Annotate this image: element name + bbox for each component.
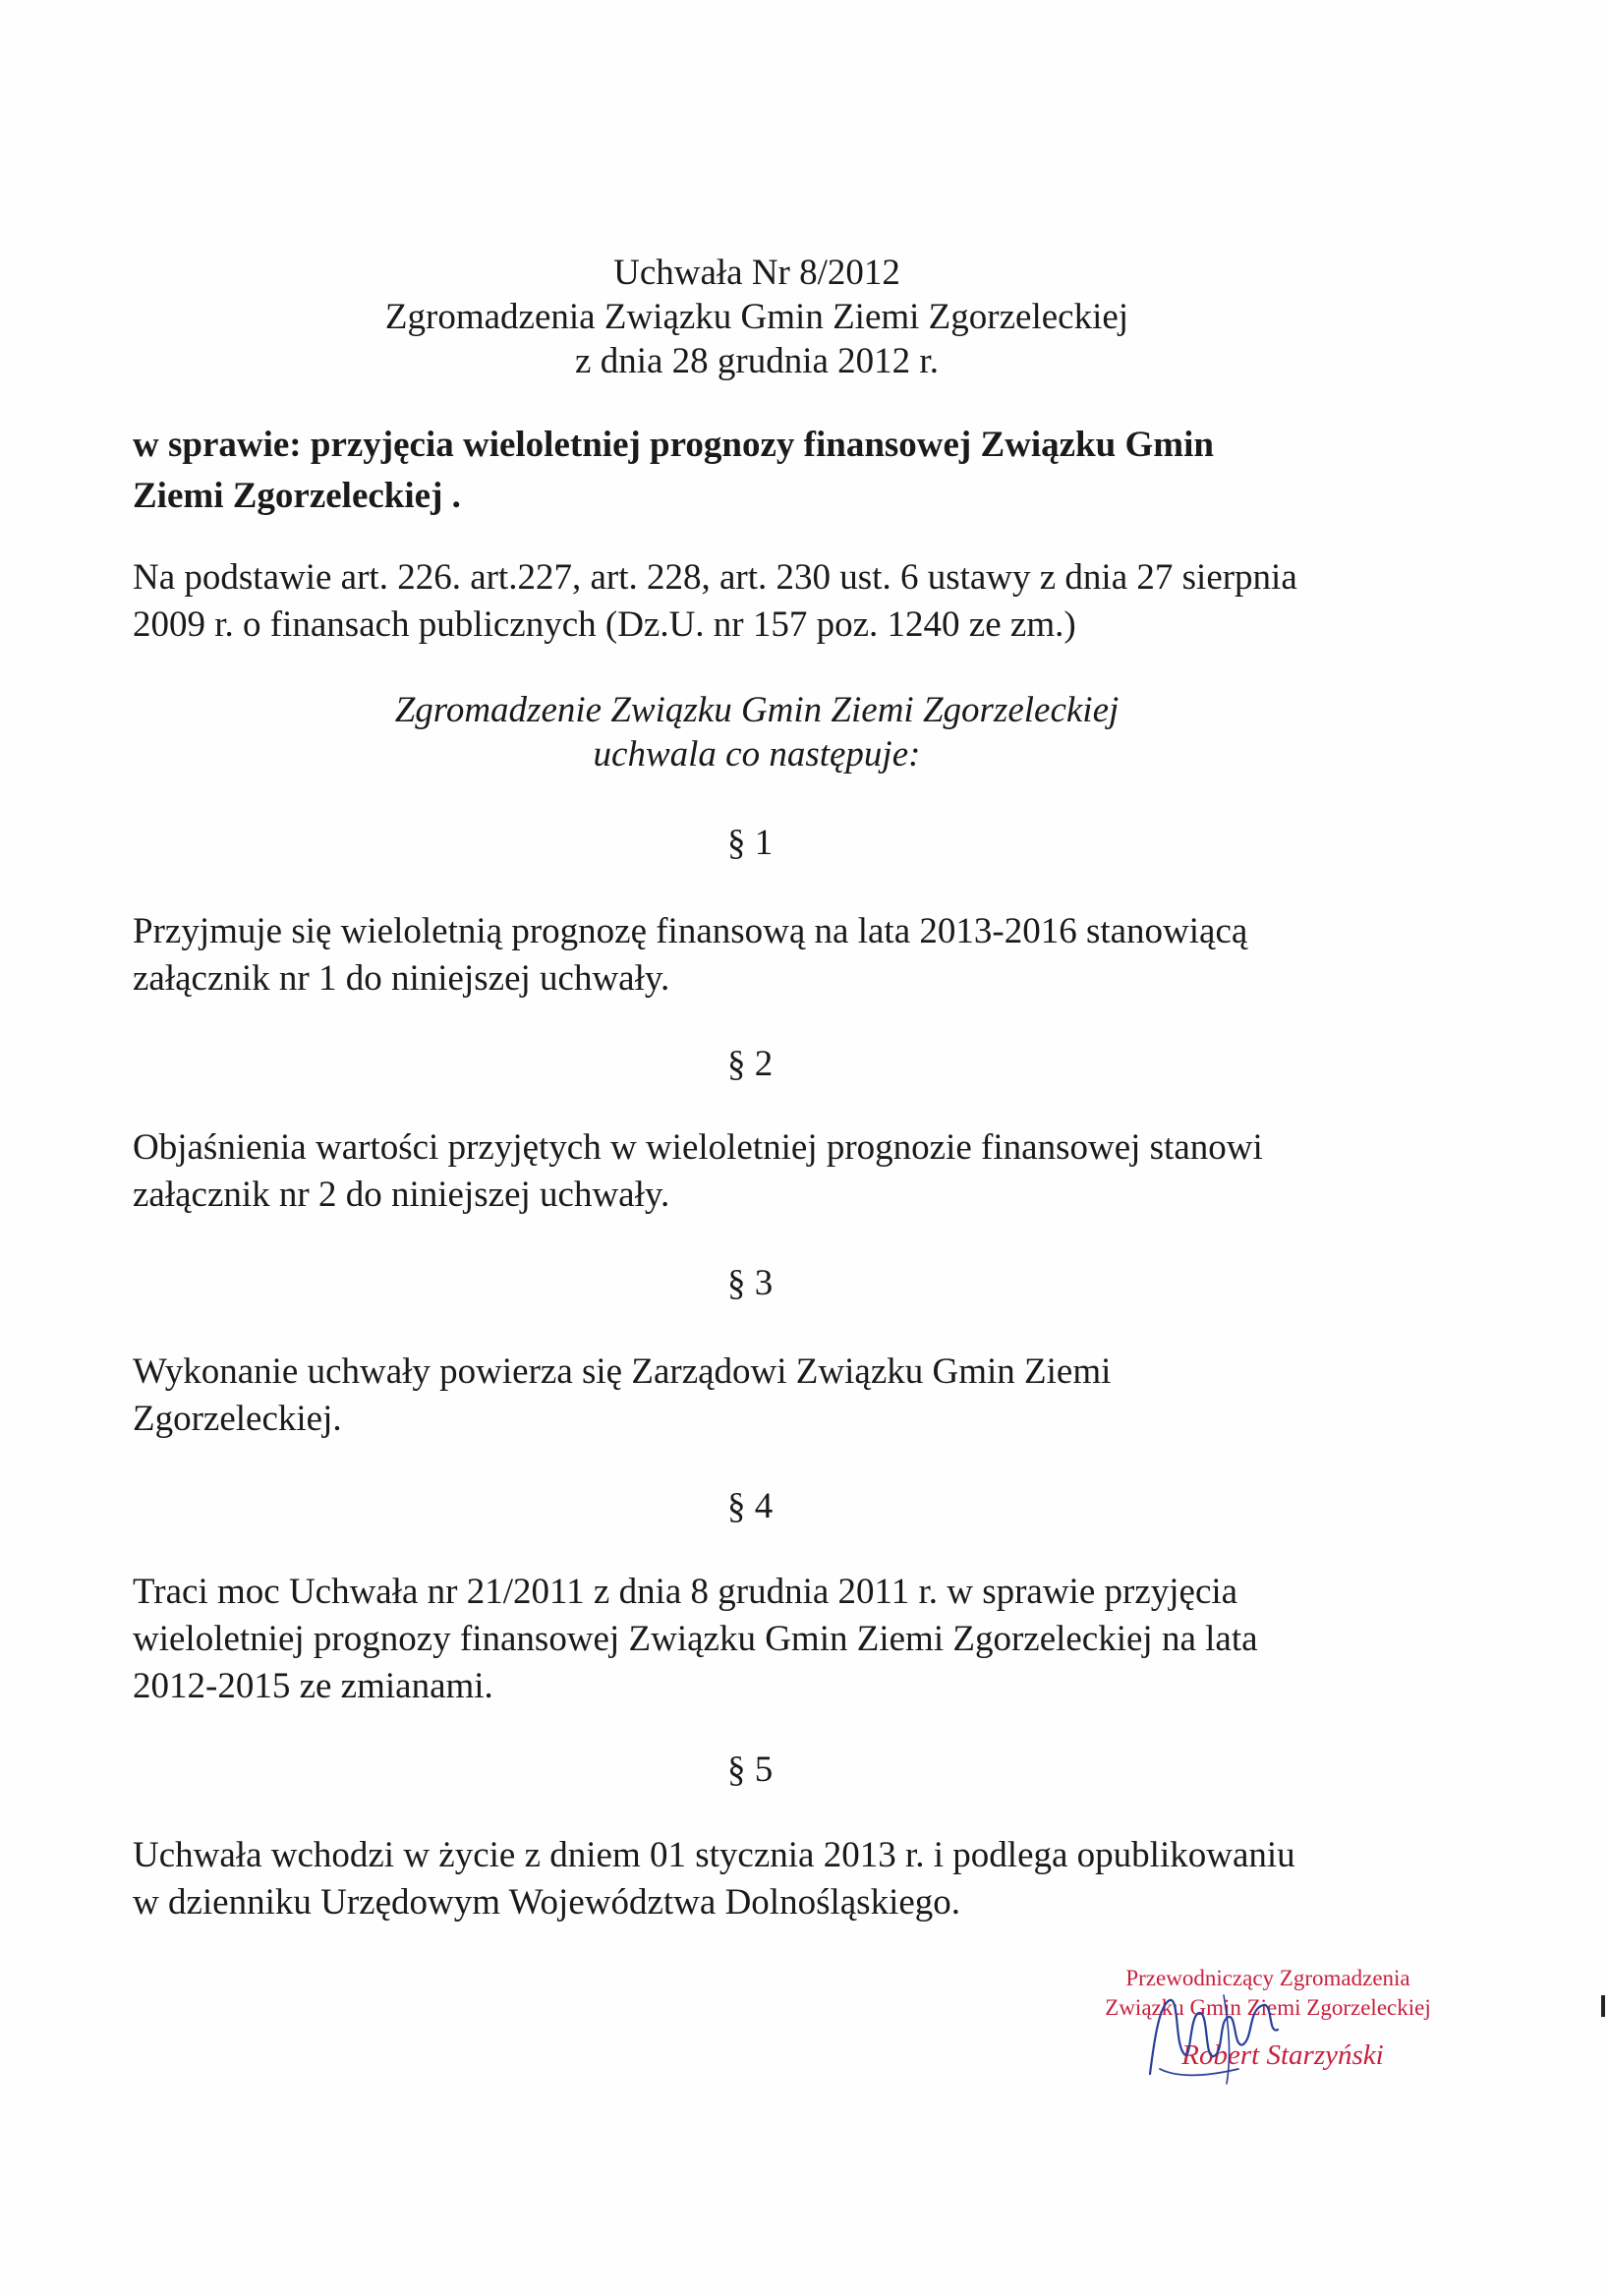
section-4-line-1: Traci moc Uchwała nr 21/2011 z dnia 8 grudnia 2011 r. w sprawie przyjęcia bbox=[133, 1572, 1238, 1612]
scan-edge-mark bbox=[1601, 1995, 1605, 2017]
section-5-line-1: Uchwała wchodzi w życie z dniem 01 stycznia 2013 r. i podlega opublikowaniu bbox=[133, 1835, 1295, 1875]
section-4-line-3: 2012-2015 ze zmianami. bbox=[133, 1666, 493, 1706]
section-2-line-1: Objaśnienia wartości przyjętych w wieloletniej prognozie finansowej stanowi bbox=[133, 1127, 1263, 1168]
resolves-line-1: Zgromadzenie Związku Gmin Ziemi Zgorzeleckiej bbox=[394, 690, 1120, 730]
handwritten-signature-icon bbox=[1130, 1976, 1297, 2094]
section-4-heading: § 4 bbox=[727, 1486, 774, 1526]
signature-title-line-2: Związku Gmin Ziemi Zgorzeleckiej bbox=[1105, 1995, 1431, 2020]
section-1-line-2: załącznik nr 1 do niniejszej uchwały. bbox=[133, 958, 670, 999]
section-4-line-2: wieloletniej prognozy finansowej Związku Gmin Ziemi Zgorzeleckiej na lata bbox=[133, 1619, 1258, 1659]
section-5-heading: § 5 bbox=[727, 1750, 774, 1790]
section-3-line-2: Zgorzeleckiej. bbox=[133, 1399, 342, 1439]
resolves-line-2: uchwala co następuje: bbox=[593, 734, 921, 775]
section-1-line-1: Przyjmuje się wieloletnią prognozę finansową na lata 2013-2016 stanowiącą bbox=[133, 911, 1248, 951]
subject-line-2: Ziemi Zgorzeleckiej . bbox=[133, 476, 461, 516]
section-2-heading: § 2 bbox=[727, 1044, 774, 1084]
resolution-date: z dnia 28 grudnia 2012 r. bbox=[575, 341, 939, 381]
resolution-issuer: Zgromadzenia Związku Gmin Ziemi Zgorzeleckiej bbox=[384, 297, 1129, 337]
section-5-line-2: w dzienniku Urzędowym Województwa Dolnośląskiego. bbox=[133, 1882, 961, 1923]
legal-basis-line-2: 2009 r. o finansach publicznych (Dz.U. nr 157 poz. 1240 ze zm.) bbox=[133, 604, 1076, 645]
section-3-heading: § 3 bbox=[727, 1263, 774, 1303]
signature-title-line-1: Przewodniczący Zgromadzenia bbox=[1125, 1966, 1410, 1990]
resolution-number: Uchwała Nr 8/2012 bbox=[613, 253, 900, 293]
legal-basis-line-1: Na podstawie art. 226. art.227, art. 228, art. 230 ust. 6 ustawy z dnia 27 sierpnia bbox=[133, 557, 1297, 598]
section-1-heading: § 1 bbox=[727, 823, 774, 863]
subject-line-1: w sprawie: przyjęcia wieloletniej prognozy finansowej Związku Gmin bbox=[133, 425, 1214, 465]
section-3-line-1: Wykonanie uchwały powierza się Zarządowi Związku Gmin Ziemi bbox=[133, 1351, 1112, 1392]
section-2-line-2: załącznik nr 2 do niniejszej uchwały. bbox=[133, 1175, 670, 1215]
signature-name: Robert Starzyński bbox=[1181, 2039, 1384, 2071]
